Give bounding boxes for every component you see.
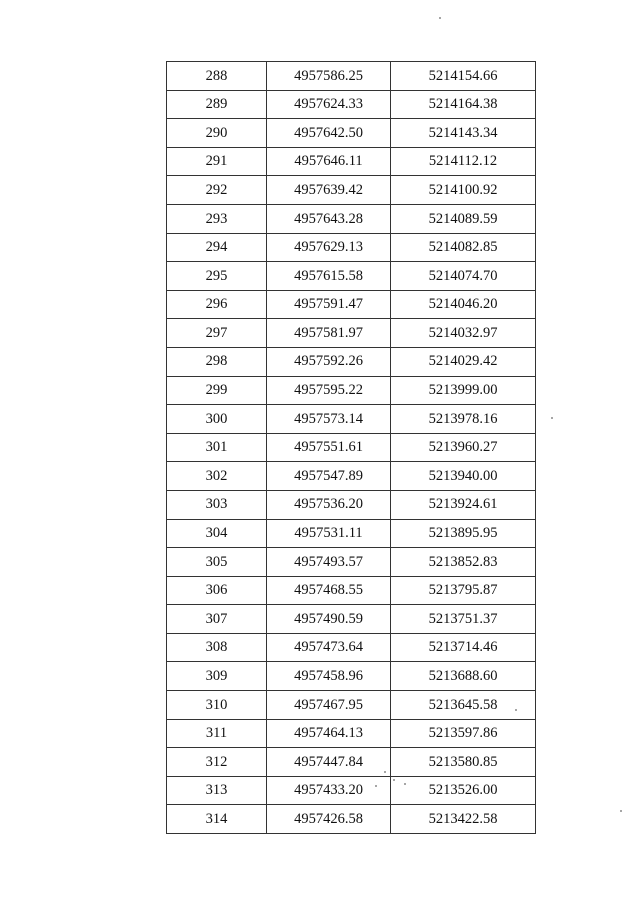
point-number-cell: 312 [167,748,267,777]
point-number-cell: 313 [167,776,267,805]
y-coordinate-cell: 5214154.66 [391,62,536,91]
point-number-cell: 298 [167,347,267,376]
point-number-cell: 304 [167,519,267,548]
table-row [167,605,536,634]
y-coordinate-cell: 5214112.12 [391,147,536,176]
x-coordinate-cell: 4957624.33 [267,90,391,119]
y-coordinate-cell: 5213714.46 [391,633,536,662]
table-row [167,176,536,205]
point-number-cell: 306 [167,576,267,605]
y-coordinate-cell: 5213978.16 [391,405,536,434]
point-number-cell: 305 [167,548,267,577]
point-number-cell: 289 [167,90,267,119]
x-coordinate-cell: 4957643.28 [267,204,391,233]
x-coordinate-cell: 4957426.58 [267,805,391,834]
point-number-cell: 292 [167,176,267,205]
point-number-cell: 309 [167,662,267,691]
table-row [167,748,536,777]
table-row [167,519,536,548]
table-row [167,691,536,720]
table-row [167,290,536,319]
point-number-cell: 297 [167,319,267,348]
table-row [167,376,536,405]
table-row [167,119,536,148]
point-number-cell: 299 [167,376,267,405]
x-coordinate-cell: 4957447.84 [267,748,391,777]
scan-speck [393,779,395,781]
scan-speck [515,709,517,711]
scan-speck [384,771,386,773]
y-coordinate-cell: 5213924.61 [391,490,536,519]
table-row [167,662,536,691]
x-coordinate-cell: 4957433.20 [267,776,391,805]
y-coordinate-cell: 5214100.92 [391,176,536,205]
x-coordinate-cell: 4957464.13 [267,719,391,748]
y-coordinate-cell: 5213597.86 [391,719,536,748]
y-coordinate-cell: 5213751.37 [391,605,536,634]
y-coordinate-cell: 5214089.59 [391,204,536,233]
point-number-cell: 310 [167,691,267,720]
point-number-cell: 311 [167,719,267,748]
table-row [167,576,536,605]
scan-speck [620,810,622,812]
y-coordinate-cell: 5214029.42 [391,347,536,376]
point-number-cell: 308 [167,633,267,662]
y-coordinate-cell: 5213895.95 [391,519,536,548]
table-row [167,548,536,577]
table-row [167,433,536,462]
point-number-cell: 290 [167,119,267,148]
scan-speck [375,785,377,787]
point-number-cell: 307 [167,605,267,634]
x-coordinate-cell: 4957629.13 [267,233,391,262]
y-coordinate-cell: 5214046.20 [391,290,536,319]
y-coordinate-cell: 5213580.85 [391,748,536,777]
y-coordinate-cell: 5214164.38 [391,90,536,119]
table-row [167,147,536,176]
x-coordinate-cell: 4957581.97 [267,319,391,348]
y-coordinate-cell: 5213526.00 [391,776,536,805]
y-coordinate-cell: 5213688.60 [391,662,536,691]
x-coordinate-cell: 4957493.57 [267,548,391,577]
x-coordinate-cell: 4957595.22 [267,376,391,405]
point-number-cell: 314 [167,805,267,834]
x-coordinate-cell: 4957473.64 [267,633,391,662]
table-row [167,405,536,434]
x-coordinate-cell: 4957615.58 [267,262,391,291]
table-row [167,776,536,805]
y-coordinate-cell: 5214074.70 [391,262,536,291]
point-number-cell: 301 [167,433,267,462]
table-row [167,62,536,91]
scan-speck [551,417,553,419]
table-row [167,347,536,376]
scan-speck [439,17,441,19]
table-row [167,262,536,291]
x-coordinate-cell: 4957551.61 [267,433,391,462]
y-coordinate-cell: 5213795.87 [391,576,536,605]
y-coordinate-cell: 5213852.83 [391,548,536,577]
point-number-cell: 303 [167,490,267,519]
table-row [167,204,536,233]
point-number-cell: 296 [167,290,267,319]
point-number-cell: 293 [167,204,267,233]
y-coordinate-cell: 5213645.58 [391,691,536,720]
scan-speck [404,783,406,785]
x-coordinate-cell: 4957642.50 [267,119,391,148]
x-coordinate-cell: 4957536.20 [267,490,391,519]
point-number-cell: 294 [167,233,267,262]
point-number-cell: 302 [167,462,267,491]
y-coordinate-cell: 5213960.27 [391,433,536,462]
x-coordinate-cell: 4957586.25 [267,62,391,91]
table-row [167,233,536,262]
table-row [167,805,536,834]
table-row [167,319,536,348]
table-row [167,490,536,519]
x-coordinate-cell: 4957547.89 [267,462,391,491]
x-coordinate-cell: 4957531.11 [267,519,391,548]
point-number-cell: 291 [167,147,267,176]
x-coordinate-cell: 4957592.26 [267,347,391,376]
x-coordinate-cell: 4957468.55 [267,576,391,605]
x-coordinate-cell: 4957646.11 [267,147,391,176]
y-coordinate-cell: 5214032.97 [391,319,536,348]
y-coordinate-cell: 5213999.00 [391,376,536,405]
y-coordinate-cell: 5214082.85 [391,233,536,262]
x-coordinate-cell: 4957458.96 [267,662,391,691]
table-row [167,462,536,491]
coordinate-table-body [167,62,536,834]
point-number-cell: 295 [167,262,267,291]
x-coordinate-cell: 4957490.59 [267,605,391,634]
table-row [167,719,536,748]
coordinate-table [166,61,536,834]
x-coordinate-cell: 4957467.95 [267,691,391,720]
x-coordinate-cell: 4957573.14 [267,405,391,434]
point-number-cell: 300 [167,405,267,434]
y-coordinate-cell: 5213940.00 [391,462,536,491]
y-coordinate-cell: 5213422.58 [391,805,536,834]
y-coordinate-cell: 5214143.34 [391,119,536,148]
table-row [167,633,536,662]
table-row [167,90,536,119]
point-number-cell: 288 [167,62,267,91]
x-coordinate-cell: 4957639.42 [267,176,391,205]
x-coordinate-cell: 4957591.47 [267,290,391,319]
